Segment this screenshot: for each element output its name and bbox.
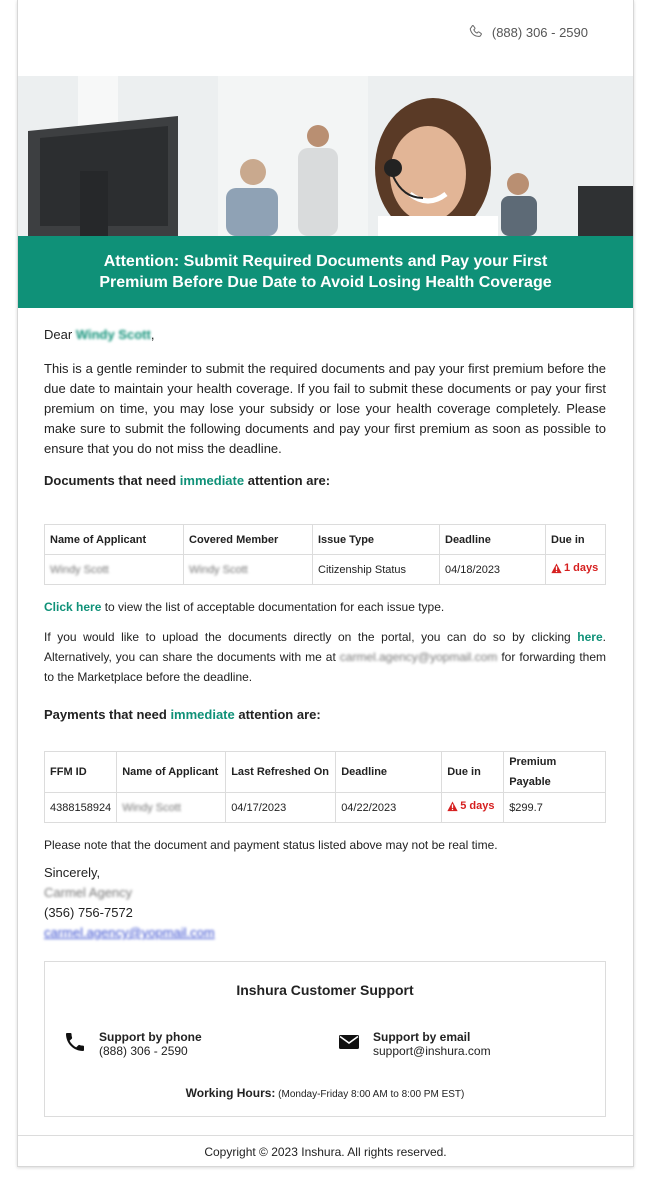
column-header: Deadline [440,525,546,555]
column-header: Due in [546,525,606,555]
recipient-name: Windy Scott [75,327,151,342]
upload-text-3: for forwarding them to the Marketplace before the deadline. [44,650,606,684]
applicant-name-cell: Windy Scott [117,793,226,823]
applicant-name-cell: Windy Scott [45,555,184,585]
table-row [45,793,606,823]
status-note: Please note that the document and payment status listed above may not be real time. [44,838,498,852]
payments-heading-before: Payments that need [44,707,171,722]
working-hours [45,1086,605,1100]
column-header: Issue Type [313,525,440,555]
premium-payable-cell: $299.7 [504,793,606,823]
phone-icon [468,24,484,40]
agency-name: Carmel Agency [44,885,133,900]
column-header: Name of Applicant [117,752,226,793]
email-frame [17,0,634,1167]
due-warning [551,558,598,578]
due-in-value: 5 days [460,800,495,813]
greeting [44,325,606,345]
column-header: Covered Member [184,525,313,555]
support-phone-number: (888) 306 - 2590 [99,1044,188,1058]
envelope-icon [337,1030,361,1054]
agency-email-blurred: carmel.agency@yopmail.com [339,650,498,664]
column-header: Due in [442,752,504,793]
banner-line-1: Attention: Submit Required Documents and Pay your First [103,253,548,270]
payments-heading-highlight: immediate [170,707,235,722]
support-email-address: support@inshura.com [373,1044,491,1058]
table-header-row [45,525,606,555]
phone-icon [63,1030,87,1054]
column-header: Deadline [336,752,442,793]
due-in-cell [442,793,504,823]
covered-member-cell: Windy Scott [184,555,313,585]
signature-block [44,863,606,943]
documents-table [44,524,606,585]
warning-icon [551,563,562,574]
upload-paragraph [44,627,606,687]
intro-paragraph: This is a gentle reminder to submit the required documents and pay your first premium before the due date to maintain your health coverage. If you fail to submit these documents or pay your first premium on time, you may lose your subsidy or lose your health coverage completely. Please make sure to submit the following documents and pay your first premium as soon as possible to ensure that you do not miss the deadline. [44,361,606,456]
agency-phone: (356) 756-7572 [44,905,133,920]
documents-heading-highlight: immediate [179,473,245,488]
due-in-value: 1 days [564,562,599,575]
ffm-id-cell: 4388158924 [45,793,117,823]
due-warning [447,796,494,816]
documents-heading [44,471,606,491]
working-hours-value: (Monday-Friday 8:00 AM to 8:00 PM EST) [275,1089,465,1100]
issue-type-cell: Citizenship Status [313,555,440,585]
due-in-cell [546,555,606,585]
click-here-line [44,597,606,617]
warning-icon [447,801,458,812]
banner-line-2: Premium Before Due Date to Avoid Losing Health Coverage [99,274,552,291]
support-box [44,961,606,1117]
support-email[interactable] [337,1030,491,1058]
copyright-footer: Copyright © 2023 Inshura. All rights reserved. [18,1135,633,1167]
closing: Sincerely, [44,865,101,880]
table-row [45,555,606,585]
column-header: FFM ID [45,752,117,793]
column-header: Last Refreshed On [226,752,336,793]
top-bar [18,0,633,76]
click-here-text: to view the list of acceptable documentation for each issue type. [101,600,445,614]
documents-heading-before: Documents that need [44,473,180,488]
header-phone[interactable] [468,24,588,40]
table-header-row [45,752,606,793]
column-header: Name of Applicant [45,525,184,555]
support-phone[interactable] [63,1030,202,1058]
support-phone-label: Support by phone [99,1030,202,1044]
payments-table [44,751,606,823]
upload-here-link[interactable]: here [577,630,603,644]
upload-text-1: If you would like to upload the documents directly on the portal, you can do so by clicking [44,630,578,644]
column-header: Premium Payable [504,752,606,793]
agency-email-link[interactable]: carmel.agency@yopmail.com [44,925,215,940]
support-title: Inshura Customer Support [236,982,414,998]
greeting-prefix: Dear [44,327,73,342]
support-email-label: Support by email [373,1030,471,1044]
documents-heading-after: attention are: [244,473,331,488]
deadline-cell: 04/18/2023 [440,555,546,585]
attention-banner [18,236,633,308]
payments-heading-after: attention are: [234,707,321,722]
greeting-suffix: , [150,327,155,342]
last-refreshed-cell: 04/17/2023 [226,793,336,823]
click-here-link[interactable]: Click here [44,600,102,614]
deadline-cell: 04/22/2023 [336,793,442,823]
hero-image [18,76,633,236]
payments-heading [44,705,606,725]
email-body [44,325,606,943]
upload-text-2: . Alternatively, you can share the documents with me at [44,630,606,664]
header-phone-number: (888) 306 - 2590 [491,24,588,40]
working-hours-label: Working Hours: [185,1086,276,1100]
